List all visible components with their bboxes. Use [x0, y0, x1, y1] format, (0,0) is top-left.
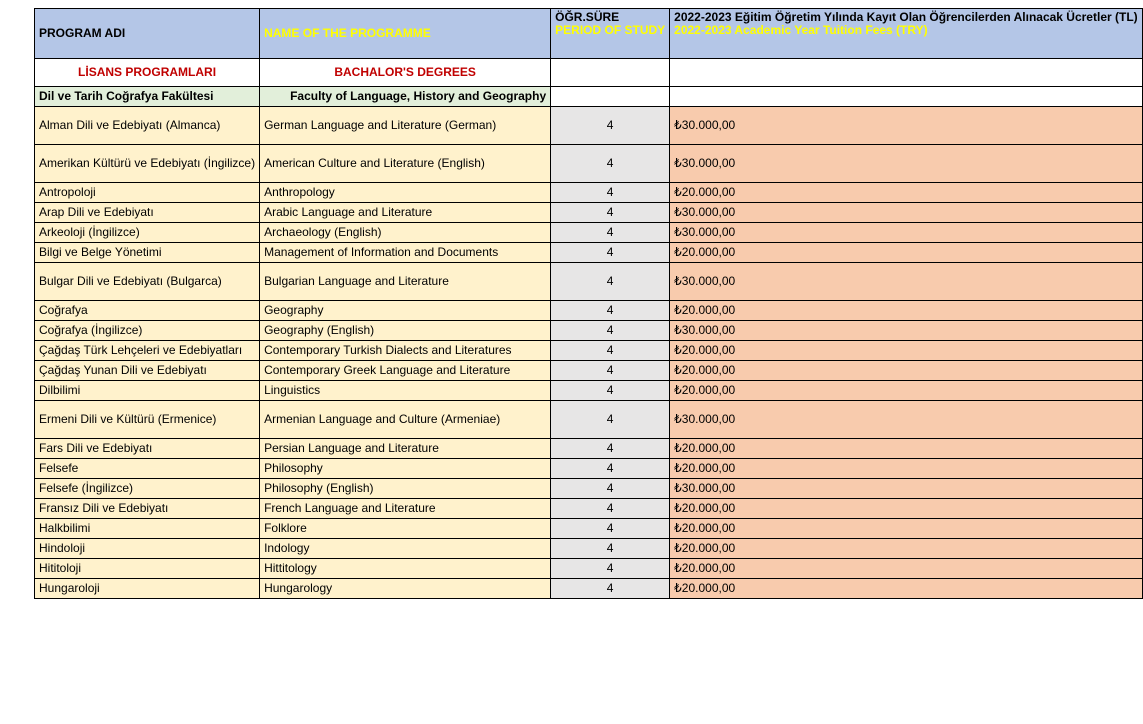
program-name-en[interactable]: Anthropology	[260, 183, 551, 203]
header-fee-cell[interactable]	[670, 9, 1143, 59]
program-name-en[interactable]: Arabic Language and Literature	[260, 203, 551, 223]
header-fee-title-tr: 2022-2023 Eğitim Öğretim Yılında Kayıt Olan Öğrencilerden Alınacak Ücretler (TL)	[674, 10, 1138, 24]
program-period[interactable]: 4	[551, 459, 670, 479]
header-period-of-study: PERIOD OF STUDY	[555, 23, 666, 37]
section-blank-fee[interactable]	[670, 59, 1143, 87]
program-fee[interactable]: ₺20.000,00	[670, 439, 1143, 459]
program-name-tr[interactable]: Arap Dili ve Edebiyatı	[35, 203, 260, 223]
program-period[interactable]: 4	[551, 539, 670, 559]
program-name-tr[interactable]: Fransız Dili ve Edebiyatı	[35, 499, 260, 519]
program-fee[interactable]: ₺30.000,00	[670, 107, 1143, 145]
program-name-tr[interactable]: Amerikan Kültürü ve Edebiyatı (İngilizce)	[35, 145, 260, 183]
program-period[interactable]: 4	[551, 579, 670, 599]
program-period[interactable]: 4	[551, 203, 670, 223]
program-fee[interactable]: ₺30.000,00	[670, 401, 1143, 439]
program-name-tr[interactable]: Hititoloji	[35, 559, 260, 579]
header-ogr-sure: ÖĞR.SÜRE	[555, 10, 620, 24]
program-period[interactable]: 4	[551, 519, 670, 539]
program-name-en[interactable]: Philosophy	[260, 459, 551, 479]
program-name-tr[interactable]: Bulgar Dili ve Edebiyatı (Bulgarca)	[35, 263, 260, 301]
program-row	[35, 301, 1143, 321]
program-row	[35, 243, 1143, 263]
program-row	[35, 539, 1143, 559]
program-fee[interactable]: ₺30.000,00	[670, 263, 1143, 301]
program-period[interactable]: 4	[551, 243, 670, 263]
program-fee[interactable]: ₺30.000,00	[670, 479, 1143, 499]
program-row	[35, 479, 1143, 499]
program-name-tr[interactable]: Antropoloji	[35, 183, 260, 203]
program-name-en[interactable]: Indology	[260, 539, 551, 559]
program-name-en[interactable]: Armenian Language and Culture (Armeniae)	[260, 401, 551, 439]
program-name-en[interactable]: Management of Information and Documents	[260, 243, 551, 263]
faculty-blank-fee[interactable]	[670, 87, 1143, 107]
program-fee[interactable]: ₺30.000,00	[670, 203, 1143, 223]
program-period[interactable]: 4	[551, 145, 670, 183]
program-name-tr[interactable]: Hindoloji	[35, 539, 260, 559]
program-row	[35, 401, 1143, 439]
program-row	[35, 223, 1143, 243]
program-period[interactable]: 4	[551, 499, 670, 519]
program-name-tr[interactable]: Çağdaş Yunan Dili ve Edebiyatı	[35, 361, 260, 381]
program-name-tr[interactable]: Felsefe	[35, 459, 260, 479]
program-fee[interactable]: ₺20.000,00	[670, 499, 1143, 519]
program-name-tr[interactable]: Coğrafya	[35, 301, 260, 321]
program-period[interactable]: 4	[551, 107, 670, 145]
section-blank-period[interactable]	[551, 59, 670, 87]
faculty-name-en[interactable]: Faculty of Language, History and Geography	[260, 87, 551, 107]
program-name-en[interactable]: Geography	[260, 301, 551, 321]
program-row	[35, 499, 1143, 519]
program-name-en[interactable]: Hittitology	[260, 559, 551, 579]
program-period[interactable]: 4	[551, 559, 670, 579]
program-fee[interactable]: ₺20.000,00	[670, 579, 1143, 599]
program-name-en[interactable]: Archaeology (English)	[260, 223, 551, 243]
program-name-tr[interactable]: Coğrafya (İngilizce)	[35, 321, 260, 341]
section-lisans-programlari[interactable]: LİSANS PROGRAMLARI	[35, 59, 260, 87]
program-row	[35, 341, 1143, 361]
program-period[interactable]: 4	[551, 361, 670, 381]
tuition-fee-table	[34, 8, 1143, 599]
program-name-en[interactable]: Contemporary Greek Language and Literature	[260, 361, 551, 381]
program-period[interactable]: 4	[551, 401, 670, 439]
section-bachelor-degrees[interactable]: BACHALOR'S DEGREES	[260, 59, 551, 87]
program-row	[35, 519, 1143, 539]
header-name-of-programme[interactable]: NAME OF THE PROGRAMME	[260, 9, 551, 59]
program-fee[interactable]: ₺20.000,00	[670, 341, 1143, 361]
program-name-tr[interactable]: Bilgi ve Belge Yönetimi	[35, 243, 260, 263]
header-period-cell[interactable]	[551, 9, 670, 59]
faculty-row	[35, 87, 1143, 107]
program-row	[35, 203, 1143, 223]
program-fee[interactable]: ₺20.000,00	[670, 381, 1143, 401]
program-row	[35, 361, 1143, 381]
program-name-en[interactable]: Contemporary Turkish Dialects and Literatures	[260, 341, 551, 361]
program-name-tr[interactable]: Ermeni Dili ve Kültürü (Ermenice)	[35, 401, 260, 439]
program-fee[interactable]: ₺20.000,00	[670, 183, 1143, 203]
program-name-tr[interactable]: Arkeoloji (İngilizce)	[35, 223, 260, 243]
program-row	[35, 183, 1143, 203]
program-period[interactable]: 4	[551, 263, 670, 301]
program-name-en[interactable]: Persian Language and Literature	[260, 439, 551, 459]
program-name-en[interactable]: German Language and Literature (German)	[260, 107, 551, 145]
program-fee[interactable]: ₺30.000,00	[670, 223, 1143, 243]
program-row	[35, 579, 1143, 599]
section-row	[35, 59, 1143, 87]
program-name-tr[interactable]: Hungaroloji	[35, 579, 260, 599]
program-row	[35, 107, 1143, 145]
program-name-en[interactable]: Geography (English)	[260, 321, 551, 341]
program-period[interactable]: 4	[551, 341, 670, 361]
program-fee[interactable]: ₺20.000,00	[670, 519, 1143, 539]
program-row	[35, 321, 1143, 341]
program-name-en[interactable]: Bulgarian Language and Literature	[260, 263, 551, 301]
program-fee[interactable]: ₺30.000,00	[670, 321, 1143, 341]
program-name-tr[interactable]: Fars Dili ve Edebiyatı	[35, 439, 260, 459]
program-period[interactable]: 4	[551, 381, 670, 401]
program-name-tr[interactable]: Halkbilimi	[35, 519, 260, 539]
program-fee[interactable]: ₺20.000,00	[670, 243, 1143, 263]
header-fee-title-en: 2022-2023 Academic Year Tuition Fees (TRY)	[674, 23, 928, 37]
program-row	[35, 381, 1143, 401]
program-name-tr[interactable]: Felsefe (İngilizce)	[35, 479, 260, 499]
program-fee[interactable]: ₺20.000,00	[670, 459, 1143, 479]
program-name-en[interactable]: French Language and Literature	[260, 499, 551, 519]
program-name-en[interactable]: Hungarology	[260, 579, 551, 599]
program-row	[35, 559, 1143, 579]
program-period[interactable]: 4	[551, 439, 670, 459]
header-program-adi[interactable]: PROGRAM ADI	[35, 9, 260, 59]
program-name-en[interactable]: Folklore	[260, 519, 551, 539]
program-fee[interactable]: ₺20.000,00	[670, 301, 1143, 321]
program-name-tr[interactable]: Alman Dili ve Edebiyatı (Almanca)	[35, 107, 260, 145]
program-fee[interactable]: ₺20.000,00	[670, 539, 1143, 559]
program-row	[35, 145, 1143, 183]
faculty-name-tr[interactable]: Dil ve Tarih Coğrafya Fakültesi	[35, 87, 260, 107]
program-period[interactable]: 4	[551, 321, 670, 341]
program-row	[35, 263, 1143, 301]
faculty-blank-period[interactable]	[551, 87, 670, 107]
program-period[interactable]: 4	[551, 183, 670, 203]
program-name-tr[interactable]: Dilbilimi	[35, 381, 260, 401]
header-row	[35, 9, 1143, 59]
program-row	[35, 439, 1143, 459]
program-period[interactable]: 4	[551, 479, 670, 499]
program-fee[interactable]: ₺20.000,00	[670, 559, 1143, 579]
program-name-en[interactable]: Linguistics	[260, 381, 551, 401]
program-name-en[interactable]: Philosophy (English)	[260, 479, 551, 499]
program-name-en[interactable]: American Culture and Literature (English)	[260, 145, 551, 183]
program-fee[interactable]: ₺30.000,00	[670, 145, 1143, 183]
program-fee[interactable]: ₺20.000,00	[670, 361, 1143, 381]
program-name-tr[interactable]: Çağdaş Türk Lehçeleri ve Edebiyatları	[35, 341, 260, 361]
program-row	[35, 459, 1143, 479]
program-period[interactable]: 4	[551, 223, 670, 243]
program-period[interactable]: 4	[551, 301, 670, 321]
